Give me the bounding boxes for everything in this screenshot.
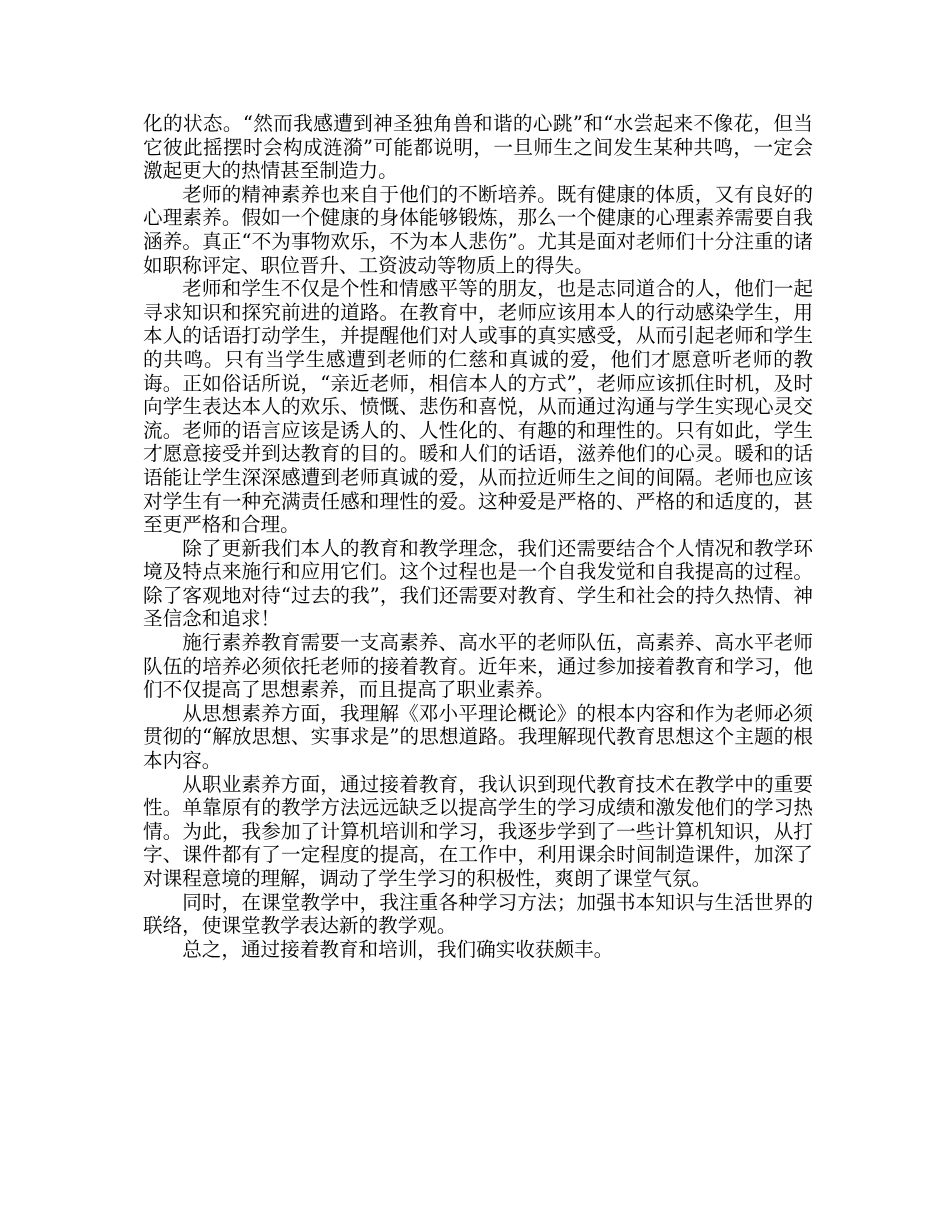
paragraph-7: 从职业素养方面，通过接着教育，我认识到现代教育技术在教学中的重要性。单靠原有的教学方法远远缺乏以提高学生的学习成绩和激发他们的学习热情。为此，我参加了计算机培训和学习，我逐步学到了一些计算机知识，从打字、课件都有了一定程度的提高，在工作中，利用课余时间制造课件，加深了对课程意境的理解，调动了学生学习的积极性，爽朗了课堂气氛。: [143, 772, 813, 890]
paragraph-2: 老师的精神素养也来自于他们的不断培养。既有健康的体质，又有良好的心理素养。假如一个健康的身体能够锻炼，那么一个健康的心理素养需要自我涵养。真正“不为事物欢乐，不为本人悲伤”。尤其是面对老师们十分注重的诸如职称评定、职位晋升、工资波动等物质上的得失。: [143, 182, 813, 277]
paragraph-1: 化的状态。“然而我感遭到神圣独角兽和谐的心跳”和“水尝起来不像花，但当它彼此摇摆时会构成涟漪”可能都说明，一旦师生之间发生某种共鸣，一定会激起更大的热情甚至制造力。: [143, 112, 813, 183]
paragraph-3: 老师和学生不仅是个性和情感平等的朋友，也是志同道合的人，他们一起寻求知识和探究前进的道路。在教育中，老师应该用本人的行动感染学生，用本人的话语打动学生，并提醒他们对人或事的真实感受，从而引起老师和学生的共鸣。只有当学生感遭到老师的仁慈和真诚的爱，他们才愿意听老师的教诲。正如俗话所说，“亲近老师，相信本人的方式”，老师应该抓住时机，及时向学生表达本人的欢乐、愤慨、悲伤和喜悦，从而通过沟通与学生实现心灵交流。老师的语言应该是诱人的、人性化的、有趣的和理性的。只有如此，学生才愿意接受并到达教育的目的。暖和人们的话语，滋养他们的心灵。暖和的话语能让学生深深感遭到老师真诚的爱，从而拉近师生之间的间隔。老师也应该对学生有一种充满责任感和理性的爱。这种爱是严格的、严格的和适度的，甚至更严格和合理。: [143, 277, 813, 537]
paragraph-8: 同时，在课堂教学中，我注重各种学习方法；加强书本知识与生活世界的联络，使课堂教学表达新的教学观。: [143, 890, 813, 938]
paragraph-4: 除了更新我们本人的教育和教学理念，我们还需要结合个人情况和教学环境及特点来施行和应用它们。这个过程也是一个自我发觉和自我提高的过程。除了客观地对待“过去的我”，我们还需要对教育、学生和社会的持久热情、神圣信念和追求！: [143, 536, 813, 631]
document-body: [143, 112, 813, 961]
paragraph-9: 总之，通过接着教育和培训，我们确实收获颇丰。: [182, 937, 614, 961]
paragraph-5: 施行素养教育需要一支高素养、高水平的老师队伍，高素养、高水平老师队伍的培养必须依托老师的接着教育。近年来，通过参加接着教育和学习，他们不仅提高了思想素养，而且提高了职业素养。: [143, 631, 813, 702]
paragraph-6: 从思想素养方面，我理解《邓小平理论概论》的根本内容和作为老师必须贯彻的“解放思想、实事求是”的思想道路。我理解现代教育思想这个主题的根本内容。: [143, 701, 813, 773]
